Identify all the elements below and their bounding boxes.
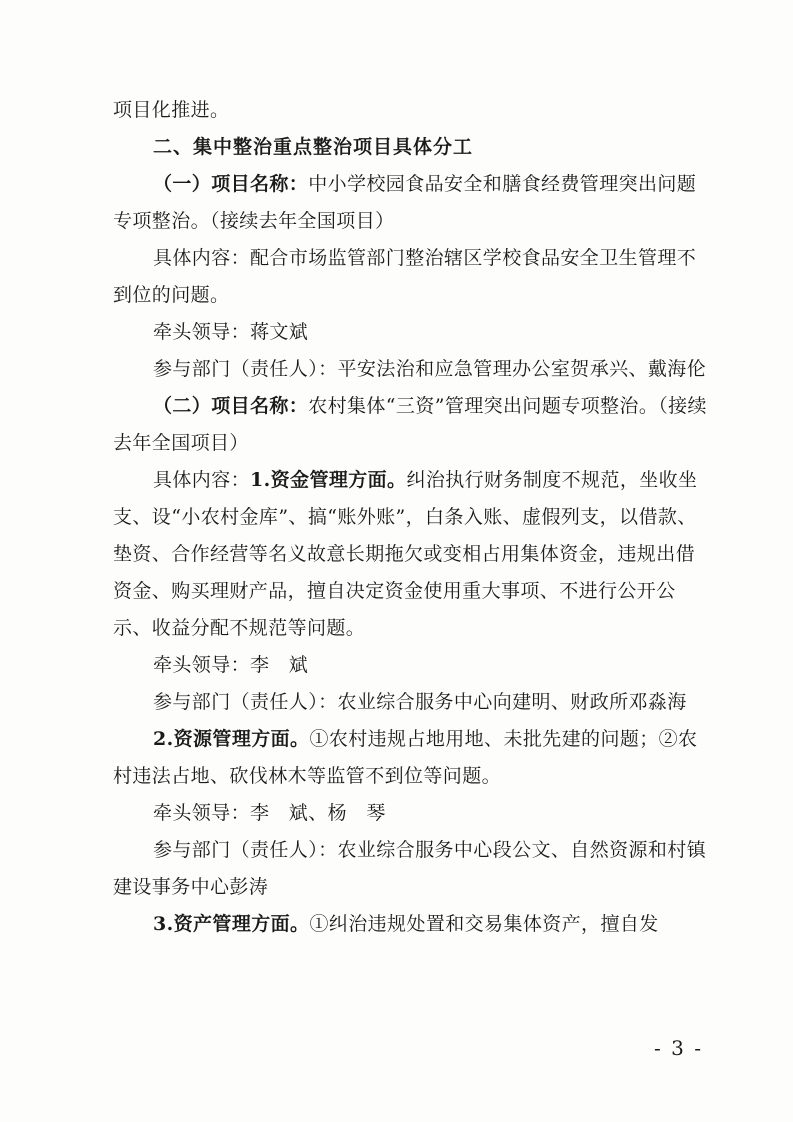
project-two-title xyxy=(113,388,713,462)
resources-heading: 2.资源管理方面。 xyxy=(153,728,310,750)
funds-leader: 牵头领导：李 斌 xyxy=(153,654,309,676)
resources-departments: 参与部门（责任人）：农业综合服务中心段公文、自然资源和村镇建设事务中心彭涛 xyxy=(113,839,707,898)
funds-departments: 参与部门（责任人）：农业综合服务中心向建明、财政所邓淼海 xyxy=(153,691,687,713)
section-heading: 二、集中整治重点整治项目具体分工 xyxy=(153,136,474,158)
content-prefix: 具体内容： xyxy=(153,469,251,491)
resources-leader: 牵头领导：李 斌、杨 琴 xyxy=(153,802,386,824)
body-text xyxy=(113,92,713,943)
assets-management-content xyxy=(113,906,713,943)
resources-text: ①农村违规占地用地、未批先建的问题；②农村违法占地、砍伐林木等监管不到位等问题。 xyxy=(113,728,698,787)
project-one-lead: （一）项目名称： xyxy=(153,173,309,195)
assets-heading: 3.资产管理方面。 xyxy=(153,913,310,935)
continuation-line: 项目化推进。 xyxy=(113,99,230,121)
funds-heading: 1.资金管理方面。 xyxy=(250,469,407,491)
resources-management-content xyxy=(113,721,713,795)
funds-text: 纠治执行财务制度不规范，坐收坐支、设“小农村金库”、搞“账外账”，白条入账、虚假列支，以借款、垫资、合作经营等名义故意长期拖欠或变相占用集体资金，违规出借资金、购买理财产品，擅自决定资金使用重大事项、不进行公开公示、收益分配不规范等问题。 xyxy=(113,469,698,639)
assets-text: ①纠治违规处置和交易集体资产，擅自发 xyxy=(309,913,659,935)
project-one-name: 中小学校园食品安全和膳食经费管理突出问题专项整治。（接续去年全国项目） xyxy=(113,173,697,232)
project-one-content: 具体内容：配合市场监管部门整治辖区学校食品安全卫生管理不到位的问题。 xyxy=(113,247,697,306)
project-one-leader: 牵头领导：蒋文斌 xyxy=(153,321,309,343)
project-one-title xyxy=(113,166,713,240)
page-number: - 3 - xyxy=(654,1036,703,1060)
project-one-departments: 参与部门（责任人）：平安法治和应急管理办公室贺承兴、戴海伦 xyxy=(153,358,707,380)
project-two-name: 农村集体“三资”管理突出问题专项整治。（接续去年全国项目） xyxy=(113,395,707,454)
project-two-lead: （二）项目名称： xyxy=(153,395,309,417)
funds-management-content xyxy=(113,462,713,647)
